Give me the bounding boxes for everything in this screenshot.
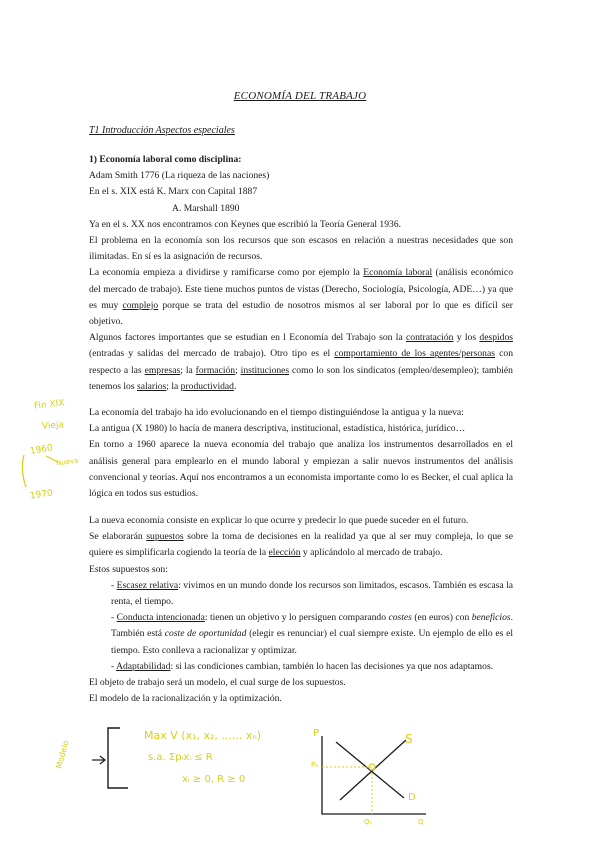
list-item: - Escasez relativa: vivimos en un mundo donde los recursos son limitados, escasos. También es escasa la renta, el tiempo. — [111, 579, 514, 608]
section-heading: 1) Economía laboral como disciplina: — [89, 154, 242, 165]
graph-equilibrium-price: Pₑ — [311, 761, 319, 769]
paragraph: El modelo de la racionalización y la optimización. — [89, 693, 282, 705]
paragraph: Estos supuestos son: — [89, 563, 168, 575]
handwritten-arrow — [46, 456, 58, 462]
graph-equilibrium-guides — [322, 767, 372, 814]
paragraph: Algunos factores importantes que se estudian en l Economía del Trabajo son la contratación y los despidos (entradas y salidas del mercado de trabajo). Otro tipo es el comportamiento de los agentes/personas con respecto a las empresas; la formación; instituciones como lo son los sindicatos (empleo/desempleo); también tenemos los salarios; la productividad. — [89, 332, 513, 392]
paragraph: Se elaborarán supuestos sobre la toma de decisiones en la realidad ya que al ser muy compleja, lo que se quiere es simplificarla cogiendo la teoría de la elección y aplicándolo al mercado de trabajo. — [89, 531, 513, 559]
paragraph: La antigua (X 1980) lo hacía de manera descriptiva, institucional, estadística, histórica, jurídico… — [89, 423, 466, 435]
graph-axes — [322, 736, 426, 814]
page-title: ECONOMÍA DEL TRABAJO — [233, 90, 367, 102]
graph-curve-label: S — [405, 732, 413, 746]
list-item: - Adaptabilidad: si las condiciones cambian, también lo hacen las decisiones ya que nos adaptamos. — [111, 660, 494, 672]
paragraph: La economía empieza a dividirse y ramificarse como por ejemplo la Economía laboral (análisis económico del mercado de trabajo). Este tiene muchos puntos de vistas (Derecho, Sociología, Psicología, ADE…) ya que es muy complejo porque se trata del estudio de nosotros mismos al ser laboral por lo que es difícil ser objetivo. — [89, 267, 513, 328]
paragraph: El problema en la economía son los recursos que son escasos en relación a nuestras necesidades que son ilimitadas. En sí es la asignación de recursos. — [89, 235, 513, 263]
paragraph: En torno a 1960 aparece la nueva economía del trabajo que analiza los instrumentos desarrollados en el análisis general para emplearlo en el mundo laboral y empiezan a salir nuevos instrumentos del análisis convencional y teorías. Aquí nos encontramos a un economista importante como lo es Becker, el cual aplica la lógica en todos sus estudios. — [89, 439, 513, 500]
graph-curve-label: D — [408, 792, 416, 803]
section-subtitle: T1 Introducción Aspectos especiales — [89, 125, 235, 136]
paragraph: La economía del trabajo ha ido evolucionando en el tiempo distinguiéndose la antigua y la nueva: — [89, 407, 464, 418]
handwritten-model-label: Modelo — [54, 739, 71, 770]
graph-equilibrium-quantity: Qₑ — [364, 818, 373, 826]
handwritten-note: 1960 — [29, 443, 54, 457]
handwritten-note: 1970 — [29, 488, 54, 502]
graph-axis-label: Q — [418, 818, 424, 826]
handwritten-bracket — [22, 455, 26, 487]
graph-axis-label: P — [313, 728, 320, 739]
text-line: A. Marshall 1890 — [172, 202, 240, 214]
paragraph: La nueva economía consiste en explicar lo que ocurre y predecir lo que puede suceder en el futuro. — [89, 515, 469, 526]
text-line: En el s. XIX está K. Marx con Capital 1887 — [89, 186, 258, 198]
handwritten-formula: s.a. Σpᵢxᵢ ≤ R — [148, 752, 213, 763]
paragraph: El objeto de trabajo será un modelo, el cual surge de los supuestos. — [89, 677, 346, 689]
text-line: Ya en el s. XX nos encontramos con Keynes que escribió la Teoría General 1936. — [89, 218, 402, 230]
text-line: Adam Smith 1776 (La riqueza de las naciones) — [89, 170, 270, 182]
handwritten-note: Nueva — [55, 456, 79, 468]
handwritten-note: Vieja — [41, 420, 65, 432]
list-item: - Conducta intencionada: tienen un objetivo y lo persiguen comparando costes (en euros) con beneficios. También está coste de oportunidad (elegir es renunciar) el cual siempre existe. Un ejemplo de ello es el tiempo. Esto conlleva a racionalizar y optimizar. — [111, 612, 514, 656]
handwritten-formula: xᵢ ≥ 0, R ≥ 0 — [182, 774, 246, 785]
handwritten-bracket — [108, 728, 128, 788]
handwritten-formula: Max V (x₁, x₂, ...... xₙ) — [144, 729, 262, 742]
handwritten-note: Fin XIX — [33, 398, 66, 412]
